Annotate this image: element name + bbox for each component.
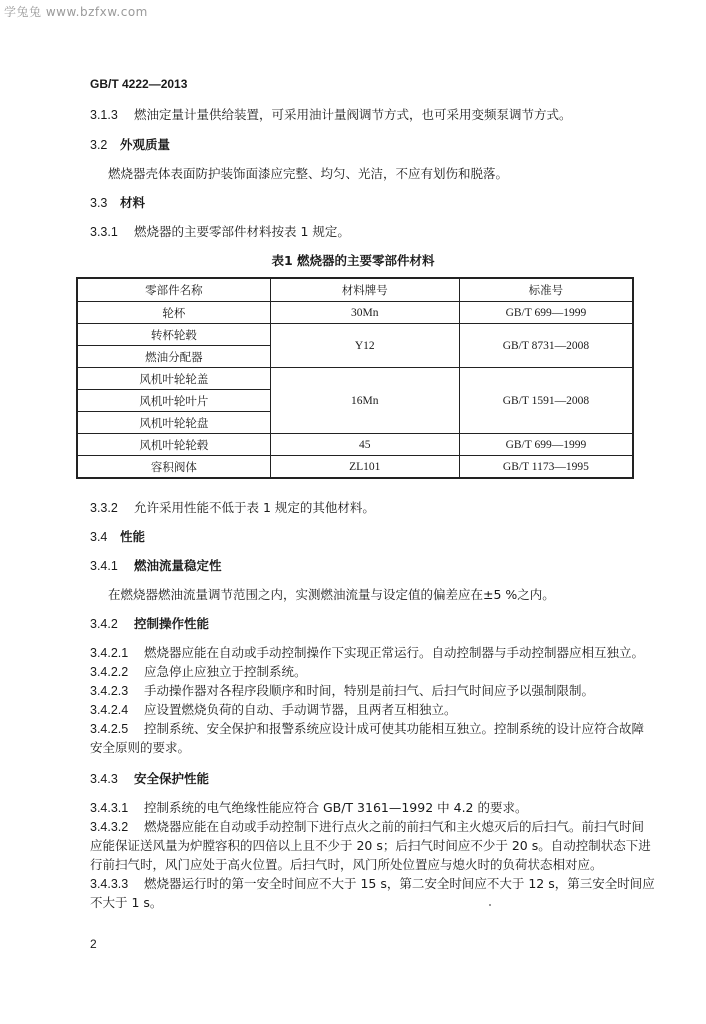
clause-3-4-3-2: [90, 819, 644, 835]
heading-text: 性能: [119, 529, 145, 544]
materials-table: [76, 277, 634, 479]
paragraph-3-4-1: [108, 587, 555, 603]
clause-number: 3.3.2: [90, 501, 118, 515]
heading-3-4: [90, 529, 145, 545]
clause-number: 3.4.2.1: [90, 646, 129, 660]
material-cell: Y12: [270, 324, 459, 368]
heading-text: 材料: [119, 195, 145, 210]
part-cell: 轮杯: [77, 302, 270, 324]
heading-number: 3.2: [90, 138, 108, 152]
clause-3-4-2-5: [90, 721, 644, 737]
clause-number: 3.4.3.3: [90, 877, 129, 891]
standard-cell: GB/T 699—1999: [459, 434, 633, 456]
paragraph-text: 燃烧器壳体表面防护装饰面漆应完整、均匀、光洁，不应有划伤和脱落。: [108, 166, 509, 181]
heading-text: 安全保护性能: [133, 771, 209, 786]
heading-text: 控制操作性能: [133, 616, 209, 631]
clause-number: 3.4.2.4: [90, 703, 129, 717]
scan-speck: [489, 904, 491, 906]
table-row: [77, 302, 633, 324]
part-cell: 风机叶轮轮盖: [77, 368, 270, 390]
clause-3-4-2-4: [90, 702, 457, 718]
document-code: GB/T 4222—2013: [90, 77, 188, 91]
table-row: [77, 324, 633, 346]
heading-text: 燃油流量稳定性: [133, 558, 222, 573]
page-number: 2: [90, 937, 97, 951]
clause-text: 不大于 1 s。: [90, 895, 163, 910]
clause-continuation: [90, 838, 651, 854]
clause-number: 3.4.2.5: [90, 722, 129, 736]
part-cell: 风机叶轮叶片: [77, 390, 270, 412]
clause-text: 燃烧器的主要零部件材料按表 1 规定。: [133, 224, 350, 239]
clause-text: 手动操作器对各程序段顺序和时间，特别是前扫气、后扫气时间应予以强制限制。: [143, 683, 594, 698]
standard-cell: GB/T 1173—1995: [459, 456, 633, 479]
clause-text: 安全原则的要求。: [90, 740, 191, 755]
heading-number: 3.3: [90, 196, 108, 210]
part-cell: 转杯轮毂: [77, 324, 270, 346]
clause-number: 3.4.2.3: [90, 684, 129, 698]
paragraph-3-2: [108, 166, 508, 182]
clause-3-4-3-1: [90, 800, 527, 816]
clause-3-4-2-3: [90, 683, 594, 699]
material-cell: ZL101: [270, 456, 459, 479]
clause-3-3-1: [90, 224, 350, 240]
watermark-text: 学兔兔 www.bzfxw.com: [4, 5, 148, 19]
heading-3-4-2: [90, 616, 209, 632]
heading-3-3: [90, 195, 145, 211]
clause-text: 应设置燃烧负荷的自动、手动调节器，且两者互相独立。: [143, 702, 457, 717]
clause-number: 3.1.3: [90, 108, 118, 122]
clause-text: 行前扫气时，风门应处于高火位置。后扫气时，风门所处位置应与熄火时的负荷状态相对应。: [90, 857, 603, 872]
clause-text: 燃烧器运行时的第一安全时间应不大于 15 s，第二安全时间应不大于 12 s，第三安全时间应: [143, 876, 655, 891]
part-cell: 风机叶轮轮毂: [77, 434, 270, 456]
table-row: [77, 368, 633, 390]
clause-text: 燃烧器应能在自动或手动控制操作下实现正常运行。自动控制器与手动控制器应相互独立。: [143, 645, 644, 660]
heading-3-4-3: [90, 771, 209, 787]
paragraph-text: 在燃烧器燃油流量调节范围之内，实测燃油流量与设定值的偏差应在±5 %之内。: [108, 587, 555, 602]
clause-3-1-3: [90, 107, 572, 123]
clause-3-4-3-3: [90, 876, 655, 892]
table-caption: 表1 燃烧器的主要零部件材料: [271, 253, 435, 268]
heading-number: 3.4.2: [90, 617, 118, 631]
table-row: [77, 434, 633, 456]
column-header: 标准号: [459, 278, 633, 302]
table-row: [77, 456, 633, 479]
clause-number: 3.4.3.2: [90, 820, 129, 834]
heading-text: 外观质量: [119, 137, 170, 152]
clause-continuation: [90, 857, 603, 873]
part-cell: 风机叶轮轮盘: [77, 412, 270, 434]
standard-cell: GB/T 8731—2008: [459, 324, 633, 368]
heading-3-2: [90, 137, 170, 153]
clause-continuation: [90, 895, 162, 911]
table-header-row: [77, 278, 633, 302]
clause-3-4-2-1: [90, 645, 644, 661]
part-cell: 燃油分配器: [77, 346, 270, 368]
clause-text: 燃油定量计量供给装置，可采用油计量阀调节方式，也可采用变频泵调节方式。: [133, 107, 572, 122]
heading-number: 3.4.3: [90, 772, 118, 786]
clause-number: 3.4.2.2: [90, 665, 129, 679]
material-cell: 30Mn: [270, 302, 459, 324]
material-cell: 16Mn: [270, 368, 459, 434]
clause-3-3-2: [90, 500, 375, 516]
part-cell: 容积阀体: [77, 456, 270, 479]
clause-text: 应能保证送风量为炉膛容积的四倍以上且不少于 20 s；后扫气时间应不少于 20 s。自动控制状态下进: [90, 838, 651, 853]
material-cell: 45: [270, 434, 459, 456]
clause-3-4-2-2: [90, 664, 307, 680]
clause-continuation: [90, 740, 190, 756]
clause-number: 3.4.3.1: [90, 801, 129, 815]
heading-number: 3.4: [90, 530, 108, 544]
clause-text: 控制系统的电气绝缘性能应符合 GB/T 3161—1992 中 4.2 的要求。: [143, 800, 528, 815]
clause-text: 应急停止应独立于控制系统。: [143, 664, 307, 679]
standard-cell: GB/T 1591—2008: [459, 368, 633, 434]
heading-3-4-1: [90, 558, 222, 574]
clause-number: 3.3.1: [90, 225, 118, 239]
heading-number: 3.4.1: [90, 559, 118, 573]
clause-text: 燃烧器应能在自动或手动控制下进行点火之前的前扫气和主火熄灭后的后扫气。前扫气时间: [143, 819, 644, 834]
clause-text: 控制系统、安全保护和报警系统应设计成可使其功能相互独立。控制系统的设计应符合故障: [143, 721, 644, 736]
standard-cell: GB/T 699—1999: [459, 302, 633, 324]
column-header: 材料牌号: [270, 278, 459, 302]
column-header: 零部件名称: [77, 278, 270, 302]
clause-text: 允许采用性能不低于表 1 规定的其他材料。: [133, 500, 375, 515]
